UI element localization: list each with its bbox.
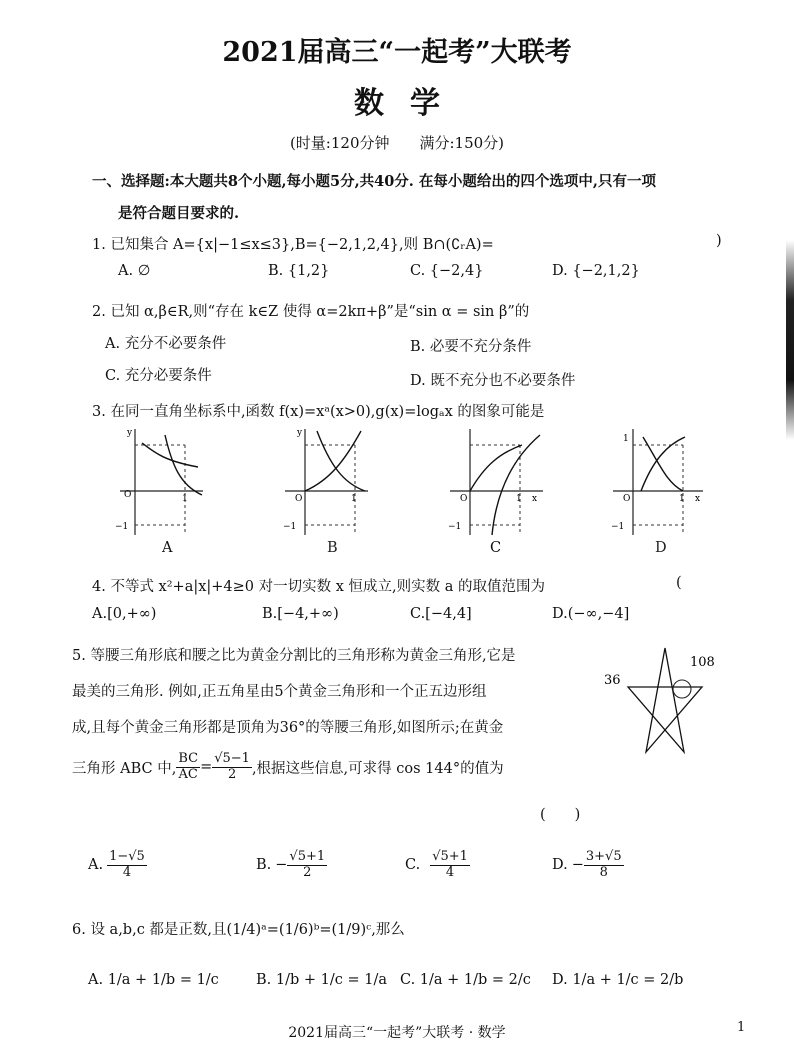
q4-stem: 4. 不等式 x²+a|x|+4≥0 对一切实数 x 恒成立,则实数 a 的取值范围为 bbox=[92, 579, 546, 595]
denominator: 2 bbox=[303, 864, 312, 880]
q3-graph-c bbox=[440, 425, 545, 540]
q2-stem: 2. 已知 α,β∈R,则“存在 k∈Z 使得 α=2kπ+β”是“sin α = sin β”的 bbox=[92, 304, 530, 320]
option-label: D. bbox=[552, 857, 568, 874]
q5-line-1: 5. 等腰三角形底和腰之比为黄金分割比的三角形称为黄金三角形,它是 bbox=[72, 648, 516, 664]
q1-paren: ) bbox=[716, 233, 722, 249]
option-label: C. bbox=[405, 857, 421, 874]
axis-one-label: 1 bbox=[351, 494, 357, 504]
q5-option-b bbox=[256, 850, 327, 881]
scan-edge-shadow bbox=[786, 240, 794, 440]
option-label: B. bbox=[256, 857, 272, 874]
annotation-108: 108 bbox=[690, 655, 715, 670]
option-fraction bbox=[584, 850, 624, 881]
q4-option-c: C.[−4,4] bbox=[410, 606, 472, 622]
axis-origin-label: O bbox=[623, 494, 631, 504]
q5-line-2: 最美的三角形. 例如,正五角星由5个黄金三角形和一个正五边形组 bbox=[72, 684, 487, 700]
section-heading-cont: 是符合题目要求的. bbox=[118, 205, 240, 222]
q5-ratio-value bbox=[212, 752, 252, 783]
axis-x-label: x bbox=[695, 494, 701, 504]
ratio-equals: = bbox=[200, 759, 213, 776]
q1-stem: 1. 已知集合 A={x|−1≤x≤3},B={−2,1,2,4},则 B∩(∁ᵣA)= bbox=[92, 237, 494, 253]
q6-option-b: B. 1/b + 1/c = 1/a bbox=[256, 972, 387, 988]
q4-option-b: B.[−4,+∞) bbox=[262, 606, 339, 622]
numerator: 1−√5 bbox=[109, 849, 145, 864]
q5-line-4-prefix: 三角形 ABC 中, bbox=[72, 760, 177, 777]
q6-stem: 6. 设 a,b,c 都是正数,且(1/4)ᵃ=(1/6)ᵇ=(1/9)ᶜ,那么 bbox=[72, 922, 405, 938]
q3-stem: 3. 在同一直角坐标系中,函数 f(x)=xᵃ(x>0),g(x)=logₐx 的图象可能是 bbox=[92, 404, 545, 420]
q2-option-b: B. 必要不充分条件 bbox=[410, 339, 532, 355]
option-sign: − bbox=[571, 857, 584, 874]
q1-option-d: D. {−2,1,2} bbox=[552, 263, 640, 279]
axis-one-label: 1 bbox=[623, 434, 629, 444]
annotation-36: 36 bbox=[604, 673, 621, 688]
q4-paren: ( bbox=[676, 575, 682, 591]
axis-origin-label: O bbox=[295, 494, 303, 504]
q3-label-a: A bbox=[162, 540, 173, 556]
ratio-value-denominator: 2 bbox=[227, 766, 237, 782]
q1-option-b: B. {1,2} bbox=[268, 263, 330, 279]
q5-line-4 bbox=[72, 752, 504, 783]
ratio-denominator: AC bbox=[178, 766, 198, 782]
angle-mark bbox=[673, 680, 691, 698]
numerator: 3+√5 bbox=[585, 849, 622, 864]
q6-option-c: C. 1/a + 1/b = 2/c bbox=[400, 972, 531, 988]
option-label: A. bbox=[88, 857, 104, 874]
q5-line-4-suffix: ,根据这些信息,可求得 cos 144°的值为 bbox=[251, 760, 504, 777]
axis-origin-label: O bbox=[124, 490, 132, 500]
q1-option-c: C. {−2,4} bbox=[410, 263, 484, 279]
ratio-numerator: BC bbox=[178, 751, 199, 766]
numerator: √5+1 bbox=[289, 849, 326, 864]
q5-line-3: 成,且每个黄金三角形都是顶角为36°的等腰三角形,如图所示;在黄金 bbox=[72, 720, 504, 736]
axis-y-label: y bbox=[297, 428, 303, 438]
exam-info: (时量:120分钟 满分:150分) bbox=[289, 134, 505, 152]
q3-label-d: D bbox=[655, 540, 667, 556]
q5-ratio-fraction bbox=[176, 752, 200, 783]
option-fraction bbox=[430, 850, 470, 881]
q6-option-d: D. 1/a + 1/c = 2/b bbox=[552, 972, 684, 988]
q5-paren: ( ) bbox=[540, 807, 581, 823]
axis-neg-label: −1 bbox=[283, 522, 297, 532]
page-footer: 2021届高三“一起考”大联考 · 数学 bbox=[288, 1025, 506, 1041]
q2-option-a: A. 充分不必要条件 bbox=[105, 336, 227, 352]
axis-x-label: x bbox=[532, 494, 538, 504]
axis-y-label: y bbox=[127, 428, 133, 438]
section-heading: 一、选择题:本大题共8个小题,每小题5分,共40分. 在每小题给出的四个选项中,只有一项 bbox=[92, 173, 656, 190]
axis-origin-label: O bbox=[460, 494, 468, 504]
axis-neg-label: −1 bbox=[448, 522, 462, 532]
q3-graph-a bbox=[110, 425, 205, 540]
axis-neg-label: −1 bbox=[115, 522, 129, 532]
option-fraction bbox=[287, 850, 327, 881]
q2-option-c: C. 充分必要条件 bbox=[105, 368, 212, 384]
q1-option-a: A. ∅ bbox=[118, 263, 151, 279]
q3-label-b: B bbox=[327, 540, 338, 556]
denominator: 8 bbox=[599, 864, 608, 880]
denominator: 4 bbox=[122, 864, 132, 880]
q3-graph-d bbox=[605, 425, 705, 540]
pentagram-figure bbox=[600, 640, 730, 760]
q5-option-d bbox=[552, 850, 624, 881]
q5-option-a bbox=[88, 850, 147, 881]
subject-title: 数学 bbox=[354, 86, 466, 121]
q4-option-a: A.[0,+∞) bbox=[92, 606, 157, 622]
axis-neg-label: −1 bbox=[611, 522, 625, 532]
option-fraction bbox=[107, 850, 147, 881]
option-sign: − bbox=[275, 857, 288, 874]
q6-option-a: A. 1/a + 1/b = 1/c bbox=[88, 972, 219, 988]
axis-one-label: 1 bbox=[182, 494, 188, 504]
axis-one-label: 1 bbox=[679, 494, 685, 504]
numerator: √5+1 bbox=[432, 849, 468, 864]
q3-label-c: C bbox=[490, 540, 502, 556]
ratio-value-numerator: √5−1 bbox=[214, 751, 250, 766]
q4-option-d: D.(−∞,−4] bbox=[552, 606, 630, 622]
q2-option-d: D. 既不充分也不必要条件 bbox=[410, 373, 576, 389]
page-number: 1 bbox=[737, 1020, 746, 1035]
q5-option-c bbox=[405, 850, 470, 881]
exam-title: 2021届高三“一起考”大联考 bbox=[222, 37, 572, 68]
q3-graph-b bbox=[275, 425, 370, 540]
axis-one-label: 1 bbox=[516, 494, 522, 504]
denominator: 4 bbox=[445, 864, 455, 880]
